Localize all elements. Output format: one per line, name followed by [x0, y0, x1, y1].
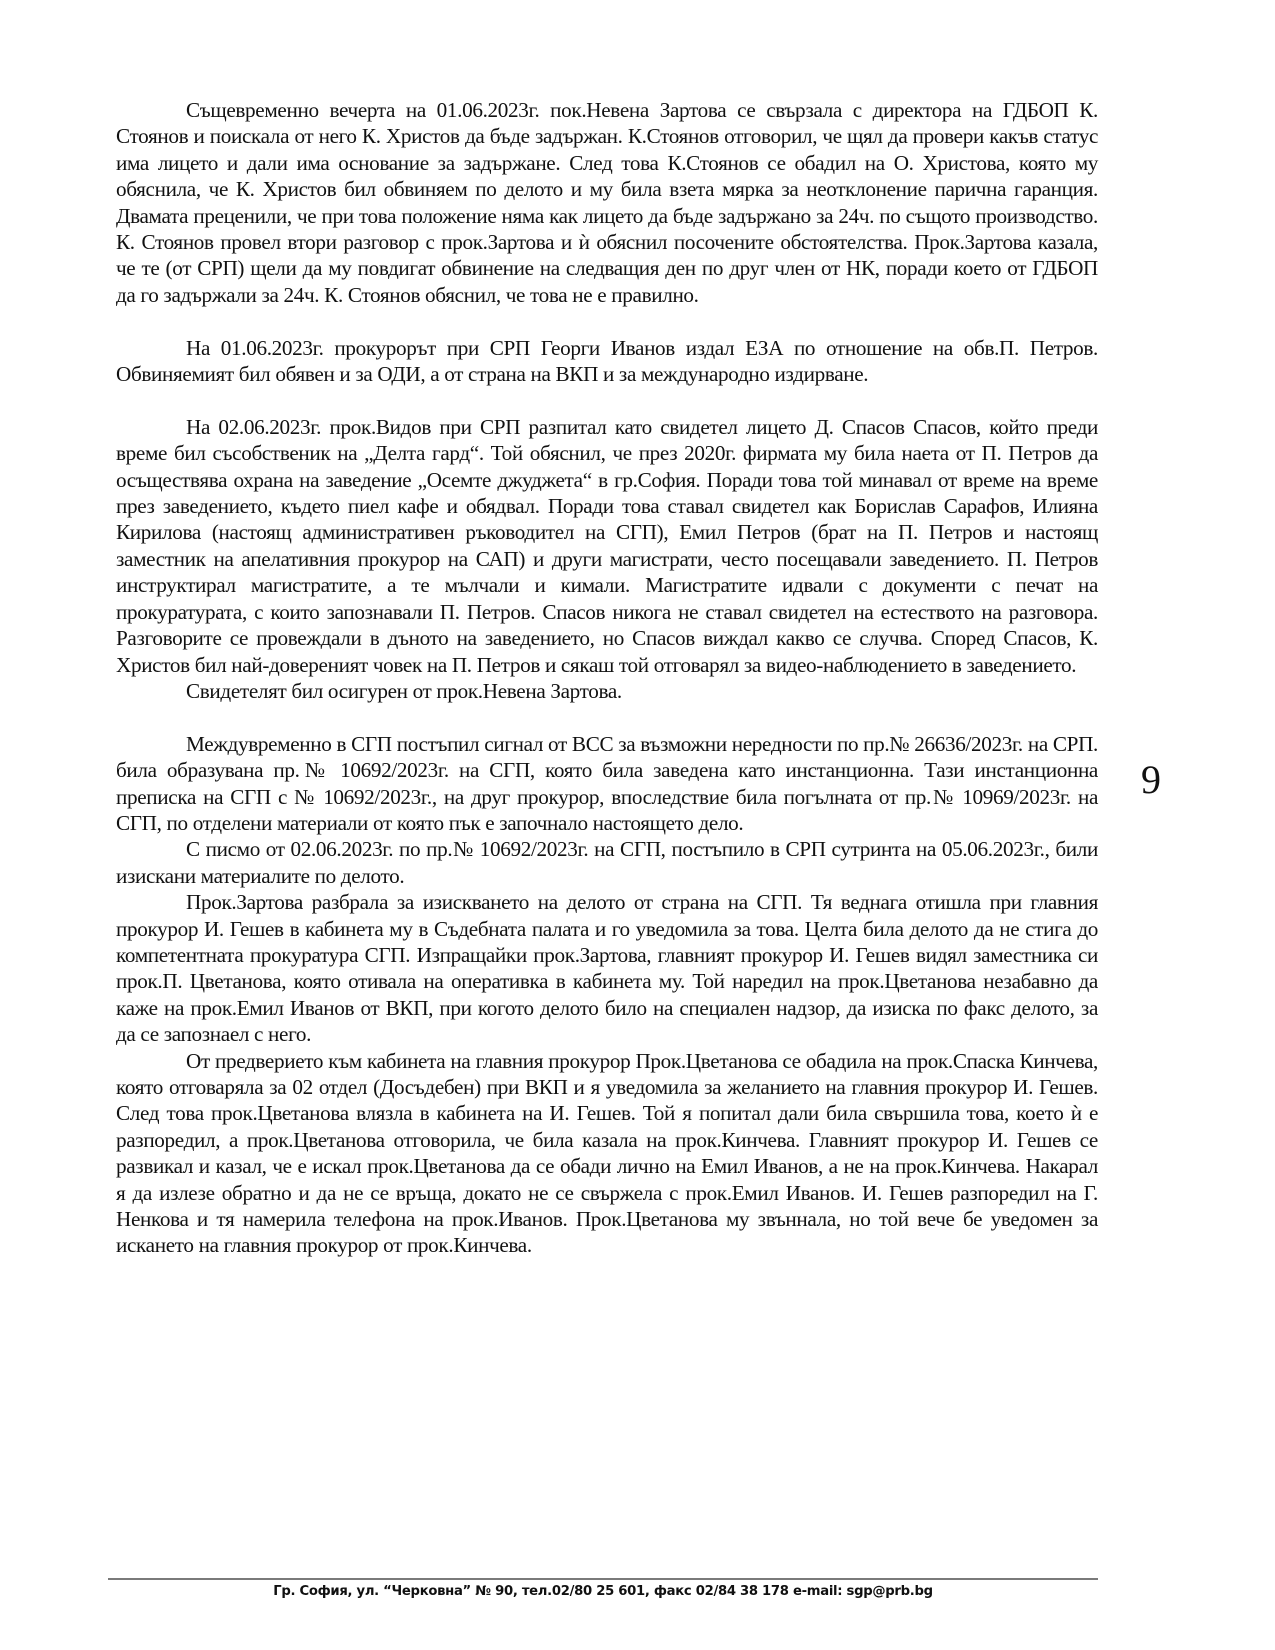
paragraph-6: С писмо от 02.06.2023г. по пр.№ 10692/2023г. на СГП, постъпило в СРП сутринта на 05.06.2023г., били изискани материалите по делото.: [116, 837, 1098, 888]
paragraph-4: Свидетелят бил осигурен от прок.Невена Зартова.: [186, 678, 622, 703]
footer-address: Гр. София, ул. “Черковна” № 90, тел.02/80 25 601, факс 02/84 38 178 e-mail: sgp@prb.bg: [273, 1584, 933, 1599]
paragraph-1: Същевременно вечерта на 01.06.2023г. пок.Невена Зартова се свързала с директора на ГДБОП К. Стоянов и поискала от него К. Христов да бъде задържан. К.Стоянов отговорил, че щял да провери какъв статус има лицето и дали има основание за задържане. След това К.Стоянов се обадил на О. Христова, която му обяснила, че К. Христов бил обвиняем по делото и му била взета мярка за неотклонение парична гаранция. Двамата преценили, че при това положение няма как лицето да бъде задържано за 24ч. по същото производство. К. Стоянов провел втори разговор с прок.Зартова и ѝ обяснил посочените обстоятелства. Прок.Зартова казала, че те (от СРП) щели да му повдигат обвинение на следващия ден по друг член от НК, поради което от ГДБОП да го задържали за 24ч. К. Стоянов обяснил, че това не е правилно.: [116, 98, 1098, 307]
paragraph-2: На 01.06.2023г. прокурорът при СРП Георги Иванов издал ЕЗА по отношение на обв.П. Петров. Обвиняемият бил обявен и за ОДИ, а от страна на ВКП и за международно издирване.: [116, 335, 1098, 387]
body-text: [116, 97, 1098, 1259]
paragraph-3: На 02.06.2023г. прок.Видов при СРП разпитал като свидетел лицето Д. Спасов Спасов, който преди време бил съсобственик на „Делта гард“. Той обяснил, че през 2020г. фирмата му била наета от П. Петров да осъществява охрана на заведение „Осемте джуджета“ в гр.София. Поради това той минавал от време на време през заведението, където пиел кафе и обядвал. Поради това ставал свидетел как Борислав Сарафов, Илияна Кирилова (настоящ административен ръководител на СГП), Емил Петров (брат на П. Петров и настоящ заместник на апелативния прокурор на САП) и други магистрати, често посещавали заведението. П. Петров инструктирал магистратите, а те мълчали и кимали. Магистратите идвали с документи с печат на прокуратурата, с които запознавали П. Петров. Спасов никога не ставал свидетел на естеството на разговора. Разговорите се провеждали в дъното на заведението, но Спасов виждал какво се случва. Според Спасов, К. Христов бил най-довереният човек на П. Петров и сякаш той отговарял за видео-наблюдението в заведението.: [116, 414, 1098, 677]
paragraph-8: От предверието към кабинета на главния прокурор Прок.Цветанова се обадила на прок.Спаска Кинчева, която отговаряла за 02 отдел (Досъдебен) при ВКП и я уведомила за желанието на главния прокурор И. Гешев. След това прок.Цветанова влязла в кабинета на И. Гешев. Той я попитал дали била свършила това, което ѝ е разпоредил, а прок.Цветанова отговорила, че била казала на прок.Кинчева. Главният прокурор И. Гешев се развикал и казал, че е искал прок.Цветанова да се обади лично на Емил Иванов, а не на прок.Кинчева. Накарал я да излезе обратно и да не се връща, докато не се свържела с прок.Емил Иванов. И. Гешев разпоредил на Г. Ненкова и тя намерила телефона на прок.Иванов. Прок.Цветанова му звъннала, но той вече бе уведомен за искането на главния прокурор от прок.Кинчева.: [116, 1048, 1098, 1258]
paragraph-5: Междувременно в СГП постъпил сигнал от ВСС за възможни нередности по пр.№ 26636/2023г. на СРП. била образувана пр.№ 10692/2023г. на СГП, която била заведена като инстанционна. Тази инстанционна преписка на СГП с № 10692/2023г., на друг прокурор, впоследствие била погълната от пр.№ 10969/2023г. на СГП, по отделени материали от която пък е започнало настоящето дело.: [116, 731, 1098, 835]
footer-divider: [108, 1578, 1098, 1580]
paragraph-7: Прок.Зартова разбрала за изискването на делото от страна на СГП. Тя веднага отишла при главния прокурор И. Гешев в кабинета му в Съдебната палата и го уведомила за това. Целта била делото да не стига до компетентната прокуратура СГП. Изпращайки прок.Зартова, главният прокурор И. Гешев видял заместника си прок.П. Цветанова, която отивала на оперативка в кабинета му. Той наредил на прок.Цветанова незабавно да каже на прок.Емил Иванов от ВКП, при когото делото било на специален надзор, да изиска по факс делото, за да се запознаел с него.: [116, 890, 1098, 1047]
page-number: 9: [1141, 757, 1161, 802]
